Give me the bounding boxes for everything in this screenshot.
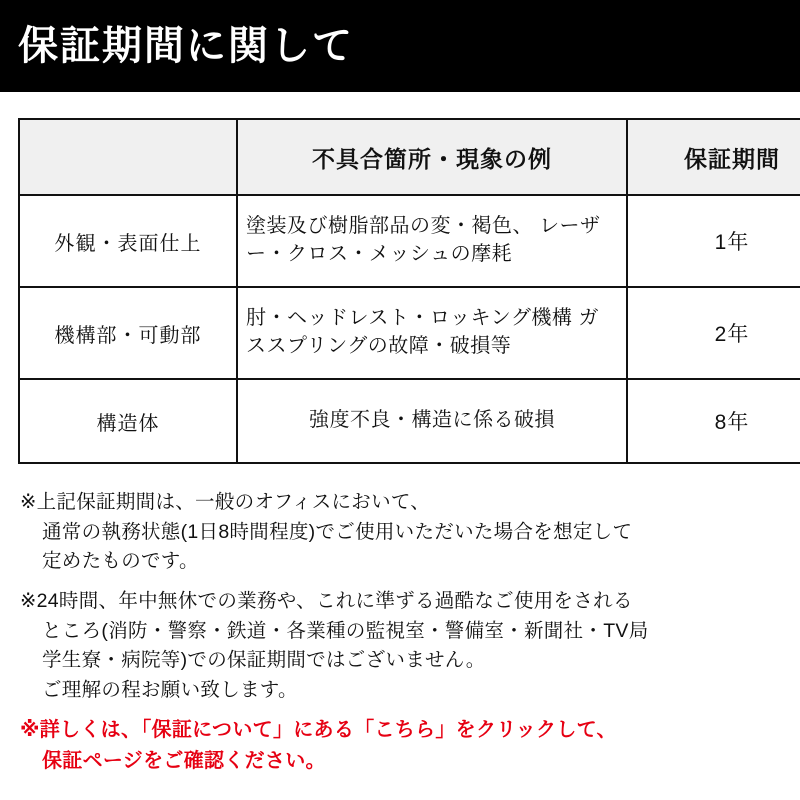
table-row — [19, 287, 800, 379]
note-line: ※24時間、年中無休での業務や、これに準ずる過酷なご使用をされる — [20, 589, 633, 612]
warranty-table — [18, 118, 800, 464]
column-header-category — [19, 119, 237, 195]
note-exclusions — [20, 587, 780, 706]
column-header-period: 保証期間 — [627, 119, 800, 195]
table-header — [19, 119, 800, 195]
symptom-line: レーザー・クロス・メッシュの摩耗 — [246, 215, 601, 265]
table-header-row — [19, 119, 800, 195]
page-title: 保証期間に関して — [18, 24, 354, 68]
symptom-line: ガススプリングの故障・破損等 — [246, 307, 599, 357]
cell-symptom — [237, 379, 627, 463]
note-line: ご理解の程お願い致します。 — [42, 678, 298, 701]
symptom-line: 強度不良・構造に係る破損 — [309, 409, 555, 432]
warranty-table-wrap — [0, 92, 800, 464]
note-line: ※詳しくは、「保証について」にある「こちら」をクリックして、 — [20, 719, 617, 742]
note-usage-assumption — [20, 488, 780, 577]
note-line: 学生寮・病院等)での保証期間ではございません。 — [42, 649, 486, 672]
cell-symptom — [237, 195, 627, 287]
note-line: 通常の執務状態(1日8時間程度)でご使用いただいた場合を想定して — [42, 520, 633, 543]
note-warranty-link — [20, 715, 780, 777]
cell-category: 外観・表面仕上 — [19, 195, 237, 287]
table-row — [19, 379, 800, 463]
page-header — [0, 0, 800, 92]
cell-period: 1年 — [627, 195, 800, 287]
table-row — [19, 195, 800, 287]
cell-period: 8年 — [627, 379, 800, 463]
cell-symptom — [237, 287, 627, 379]
cell-period: 2年 — [627, 287, 800, 379]
cell-category: 構造体 — [19, 379, 237, 463]
symptom-line: 肘・ヘッドレスト・ロッキング機構 — [246, 307, 573, 330]
note-line: ※上記保証期間は、一般のオフィスにおいて、 — [20, 491, 431, 513]
note-line: 定めたものです。 — [42, 550, 199, 573]
symptom-line: 塗装及び樹脂部品の変・褐色、 — [246, 215, 533, 238]
notes-section — [0, 464, 800, 777]
cell-category: 機構部・可動部 — [19, 287, 237, 379]
table-body — [19, 195, 800, 463]
note-line: ところ(消防・警察・鉄道・各業種の監視室・警備室・新聞社・TV局 — [42, 619, 649, 642]
note-line: 保証ページをご確認ください。 — [42, 750, 326, 773]
column-header-symptom: 不具合箇所・現象の例 — [237, 119, 627, 195]
